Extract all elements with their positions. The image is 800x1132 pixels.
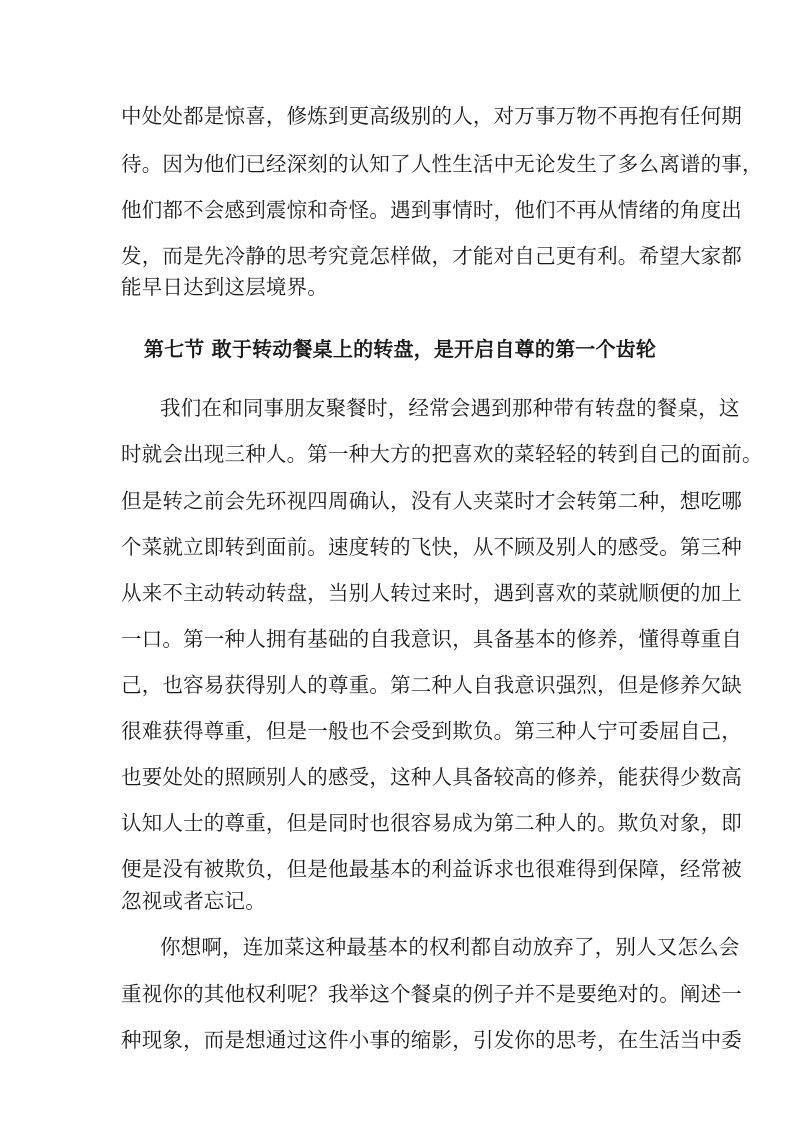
text-line: 一口。第一种人拥有基础的自我意识，具备基本的修养，懂得尊重自	[121, 627, 742, 651]
text-line: 从来不主动转动转盘，当别人转过来时，遇到喜欢的菜就顺便的加上	[121, 581, 742, 605]
text-line: 时就会出现三种人。第一种大方的把喜欢的菜轻轻的转到自己的面前。	[121, 442, 763, 466]
text-line: 认知人士的尊重，但是同时也很容易成为第二种人的。欺负对象，即	[121, 811, 742, 835]
text-line: 中处处都是惊喜，修炼到更高级别的人，对万事万物不再抱有任何期	[121, 104, 742, 128]
text-line: 他们都不会感到震惊和奇怪。遇到事情时，他们不再从情绪的角度出	[121, 198, 742, 222]
text-line: 个菜就立即转到面前。速度转的飞快，从不顾及别人的感受。第三种	[121, 535, 742, 559]
text-line: 忽视或者忘记。	[121, 889, 266, 913]
text-line: 发，而是先冷静的思考究竟怎样做，才能对自己更有利。希望大家都	[121, 244, 742, 268]
text-line: 我们在和同事朋友聚餐时，经常会遇到那种带有转盘的餐桌，这	[160, 396, 740, 420]
text-line: 很难获得尊重，但是一般也不会受到欺负。第三种人宁可委屈自己，	[121, 719, 742, 743]
text-line: 待。因为他们已经深刻的认知了人性生活中无论发生了多么离谱的事，	[121, 152, 763, 176]
text-line: 能早日达到这层境界。	[121, 275, 328, 299]
text-line: 己，也容易获得别人的尊重。第二种人自我意识强烈，但是修养欠缺	[121, 673, 742, 697]
text-line: 种现象，而是想通过这件小事的缩影，引发你的思考，在生活当中委	[121, 1028, 742, 1052]
text-line: 重视你的其他权利呢？我举这个餐桌的例子并不是要绝对的。阐述一	[121, 982, 742, 1006]
text-line: 也要处处的照顾别人的感受，这种人具备较高的修养，能获得少数高	[121, 765, 742, 789]
text-line: 便是没有被欺负，但是他最基本的利益诉求也很难得到保障，经常被	[121, 857, 742, 881]
section-heading: 第七节 敢于转动餐桌上的转盘，是开启自尊的第一个齿轮	[143, 337, 657, 361]
text-line: 但是转之前会先环视四周确认，没有人夹菜时才会转第二种，想吃哪	[121, 489, 742, 513]
text-line: 你想啊，连加菜这种最基本的权利都自动放弃了，别人又怎么会	[160, 935, 740, 959]
